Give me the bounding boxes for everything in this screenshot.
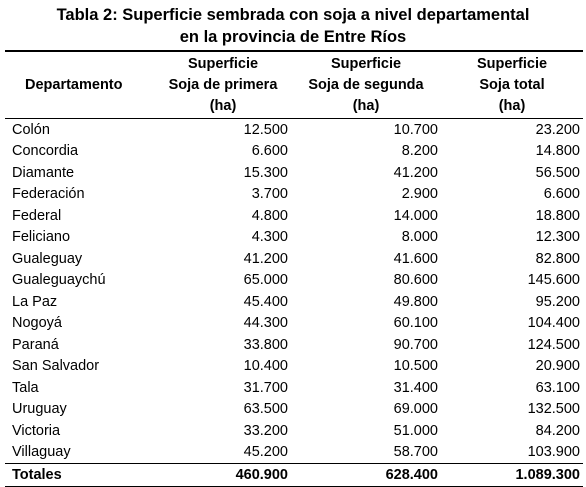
- table-row: [5, 141, 583, 163]
- soja-segunda-cell: 10.500: [393, 358, 438, 375]
- soja-segunda-cell: 90.700: [393, 336, 438, 353]
- table-row: [5, 356, 583, 378]
- soja-total-cell: 20.900: [535, 358, 580, 375]
- header-soja-segunda-line-1: Superficie: [330, 55, 402, 72]
- totals-primera: 460.900: [235, 466, 288, 483]
- table-row: [5, 270, 583, 292]
- department-cell: Colón: [12, 121, 50, 138]
- header-soja-segunda: [291, 54, 441, 117]
- soja-segunda-cell: 8.000: [401, 229, 438, 246]
- totals-segunda: 628.400: [385, 466, 438, 483]
- department-cell: Federal: [12, 207, 62, 224]
- soja-primera-cell: 45.400: [243, 293, 288, 310]
- header-soja-total-line-1: Superficie: [476, 55, 548, 72]
- soja-total-cell: 103.900: [527, 444, 580, 461]
- soja-total-cell: 82.800: [535, 250, 580, 267]
- soja-total-cell: 104.400: [527, 315, 580, 332]
- table-row: [5, 377, 583, 399]
- soja-primera-cell: 4.800: [251, 207, 288, 224]
- header-soja-segunda-line-3: (ha): [352, 97, 380, 114]
- header-soja-primera-line-2: Soja de primera: [168, 76, 278, 93]
- table-row: [5, 184, 583, 206]
- table-row: [5, 399, 583, 421]
- table-row: [5, 227, 583, 249]
- soja-primera-cell: 33.800: [243, 336, 288, 353]
- soja-total-cell: 6.600: [543, 186, 580, 203]
- soja-segunda-cell: 14.000: [393, 207, 438, 224]
- table-body: [5, 119, 583, 463]
- soja-total-cell: 145.600: [527, 272, 580, 289]
- soja-segunda-cell: 41.200: [393, 164, 438, 181]
- soja-primera-cell: 4.300: [251, 229, 288, 246]
- table-row: [5, 420, 583, 442]
- soja-segunda-cell: 49.800: [393, 293, 438, 310]
- soja-segunda-cell: 31.400: [393, 379, 438, 396]
- soja-primera-cell: 15.300: [243, 164, 288, 181]
- soja-total-cell: 23.200: [535, 121, 580, 138]
- soja-segunda-cell: 80.600: [393, 272, 438, 289]
- header-soja-total-line-2: Soja total: [479, 76, 545, 93]
- header-soja-total: [441, 54, 583, 117]
- table-row: [5, 248, 583, 270]
- department-cell: San Salvador: [12, 358, 100, 375]
- soja-segunda-cell: 58.700: [393, 444, 438, 461]
- department-cell: Concordia: [12, 143, 79, 160]
- soja-primera-cell: 6.600: [251, 143, 288, 160]
- table-row: [5, 442, 583, 464]
- soja-total-cell: 84.200: [535, 422, 580, 439]
- soja-segunda-cell: 41.600: [393, 250, 438, 267]
- header-soja-primera: [155, 54, 291, 117]
- soja-primera-cell: 41.200: [243, 250, 288, 267]
- soja-segunda-cell: 60.100: [393, 315, 438, 332]
- header-soja-primera-line-1: Superficie: [187, 55, 259, 72]
- department-cell: Villaguay: [12, 444, 71, 461]
- department-cell: Federación: [12, 186, 85, 203]
- header-departamento: Departamento: [25, 77, 123, 93]
- soja-segunda-cell: 2.900: [401, 186, 438, 203]
- department-cell: Paraná: [12, 336, 59, 353]
- soja-primera-cell: 33.200: [243, 422, 288, 439]
- totals-total: 1.089.300: [515, 466, 580, 483]
- table-row: [5, 205, 583, 227]
- table-row: [5, 313, 583, 335]
- table-row: [5, 291, 583, 313]
- table-title-line-1: Tabla 2: Superficie sembrada con soja a nivel departamental: [56, 6, 530, 24]
- totals-label: Totales: [12, 466, 62, 483]
- department-cell: Gualeguaychú: [12, 272, 106, 289]
- soja-primera-cell: 65.000: [243, 272, 288, 289]
- soja-primera-cell: 63.500: [243, 401, 288, 418]
- data-table: [5, 50, 583, 487]
- table-title: [0, 4, 586, 48]
- department-cell: Tala: [12, 379, 39, 396]
- table-header: [5, 52, 583, 118]
- department-cell: Nogoyá: [12, 315, 62, 332]
- department-cell: Gualeguay: [12, 250, 83, 267]
- soja-total-cell: 132.500: [527, 401, 580, 418]
- soja-primera-cell: 31.700: [243, 379, 288, 396]
- soja-primera-cell: 45.200: [243, 444, 288, 461]
- header-soja-segunda-line-2: Soja de segunda: [308, 76, 424, 93]
- soja-total-cell: 14.800: [535, 143, 580, 160]
- soja-total-cell: 12.300: [535, 229, 580, 246]
- soja-primera-cell: 12.500: [243, 121, 288, 138]
- soja-total-cell: 95.200: [535, 293, 580, 310]
- soja-total-cell: 18.800: [535, 207, 580, 224]
- table-title-line-2: en la provincia de Entre Ríos: [179, 28, 407, 46]
- soja-total-cell: 63.100: [535, 379, 580, 396]
- soja-primera-cell: 3.700: [251, 186, 288, 203]
- table-row: [5, 334, 583, 356]
- department-cell: Victoria: [12, 422, 61, 439]
- soja-primera-cell: 44.300: [243, 315, 288, 332]
- table-row: [5, 119, 583, 141]
- soja-segunda-cell: 10.700: [393, 121, 438, 138]
- department-cell: La Paz: [12, 293, 58, 310]
- header-soja-total-line-3: (ha): [498, 97, 526, 114]
- table-row: [5, 162, 583, 184]
- department-cell: Uruguay: [12, 401, 67, 418]
- department-cell: Diamante: [12, 164, 75, 181]
- soja-primera-cell: 10.400: [243, 358, 288, 375]
- soja-segunda-cell: 51.000: [393, 422, 438, 439]
- soja-total-cell: 124.500: [527, 336, 580, 353]
- department-cell: Feliciano: [12, 229, 71, 246]
- soja-total-cell: 56.500: [535, 164, 580, 181]
- soja-segunda-cell: 69.000: [393, 401, 438, 418]
- totals-row: [5, 464, 583, 486]
- soja-segunda-cell: 8.200: [401, 143, 438, 160]
- header-soja-primera-line-3: (ha): [209, 97, 237, 114]
